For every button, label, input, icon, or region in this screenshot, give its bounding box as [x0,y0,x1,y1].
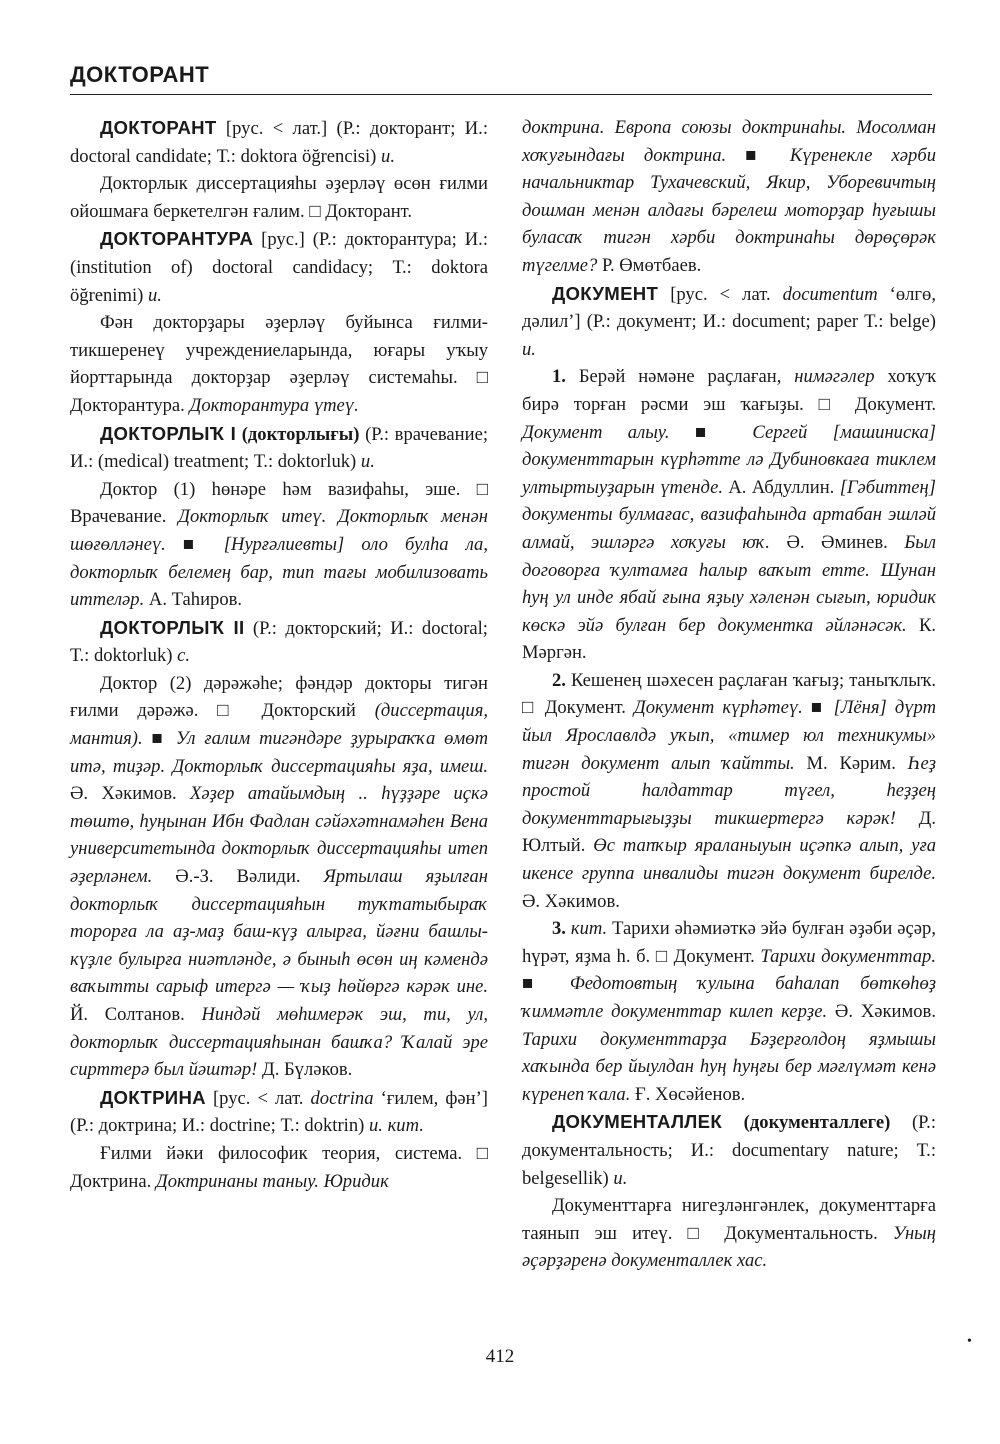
entry-paragraph [70,1084,488,1140]
entry-paragraph [70,420,488,476]
entry-text: Тарихи әһәмиәткә эйә булған әҙәби әҫәр, һүрәт, яҙма һ. б. □ Документ. [522,918,936,967]
entry-text: [рус. < лат.] (Р.: докторант; И.: doctoral candidate; Т.: doktora öğrencisi) [70,118,488,167]
entry-text: 1. [552,366,566,388]
entry-text: и. [613,1167,628,1189]
entry-text: Ә. Әминев. [769,531,905,553]
entry-text: Доктор (2) дәрәжәһе; фәндәр докторы тигән ғилми дәрәжә. □ Докторский [70,672,488,722]
entry-text: Яртылаш яҙылған докторлыҡ диссертацияhын туҡтатыбыраҡ торорға ла аҙ-маҙ баш-күҙ алырға, йәғни башлы-күҙле булырға ниәтләнде, ә быныһ өсөн иң кәмендә ваҡытты сарыф итергә — ҡыҙ hөйөргә кәрәк ине. [70,866,489,998]
entry-text: documentum [782,283,878,305]
entry-text: Өс тапҡыр яраланыуын иҫәпкә алып, уға икенсе группа инвалиды тигән документ бирелде. [522,835,937,885]
entry-text: Ә. Хәкимов. [70,783,191,805]
entry-text: Ул ғалим тигәндәре ҙурыраҡҡа өмөт итә, тиҙәр. Докторлыҡ диссертацияhы яҙа, имеш. [70,728,489,777]
entry-text: ■ [165,533,224,555]
entry-text: ■ [522,973,570,995]
entry-text: Ғ. Хөсәйенов. [630,1083,746,1105]
entry-paragraph [522,915,936,1108]
entry-paragraph [522,363,936,667]
entry-text: Докторлык диссертацияhы әҙерләү өсөн ғилми ойошмаға беркетелгән ғалим. □ Докторант. [70,173,488,222]
entry-paragraph [522,280,936,364]
entry-text: (документаллеге) [722,1112,891,1134]
entry-text: ■ [669,421,753,443]
entry-paragraph [70,614,488,670]
entry-text: 2. [552,669,566,691]
entry-text: Документ алыу. [522,421,670,443]
entry-text: Д. Юлтый. [522,807,936,857]
entry-text: с. [177,645,191,667]
entry-text: ■ [726,144,790,166]
entry-text: Р. Өмөтбаев. [597,254,702,276]
entry-paragraph [70,670,488,1084]
entry-text: Фән докторҙары әҙерләү буйынса ғилми-тикшеренеү учреждениеларында, юғары уҡыу йорттарында докторҙар әҙерләү системаhы. □ Докторантура. [70,312,488,416]
headword: ДОКТОРАНТУРА [100,228,254,250]
headword: ДОКУМЕНТАЛЛЕК [552,1111,722,1133]
page-title: ДОКТОРАНТ [70,62,210,87]
entry-text: Докторлыҡ итеү. Докторлыҡ менән шөғөлләнеү. [70,506,488,555]
entry-text: Тарихи документтарҙа Бәҙерғолдоң яҙмышы хаҡында бер йыулдан һуң һуңғы бер мәғлүмәт кенә күренеп ҡала. [522,1028,936,1105]
entry-text: Ә. Хәкимов. [522,890,620,912]
entry-paragraph [70,476,488,614]
entry-text: [Лёня] дүрт йыл Ярославлдә уҡып, «тимер юл техникумы» тигән документ алып ҡайтты. [522,697,936,774]
left-column [70,114,488,1195]
entry-text: Доктор (1) hөнәре һәм вазифаhы, эше. □ Врачевание. [70,478,488,528]
entry-text: и. [381,145,395,167]
page-number: 412 [485,1346,515,1367]
page-header [70,60,932,90]
entry-paragraph [70,1140,488,1195]
headword: ДОКТОРАНТ [100,117,217,138]
entry-text: [рус. < лат. [205,1087,311,1109]
entry-text: Был договорға ҡултамға һалыр ваҡыт етте. Шунан һуң ул инде ябай ғына яҙыу хәленән сығып, юридик көскә эйә булған бер документка әйләнәсәк. [522,531,936,636]
headword: ДОКУМЕНТ [552,282,659,304]
entry-text: [рус.] (Р.: докторантура; И.: (institution of) doctoral candidacy; Т.: doktora öğrenimi) [70,229,488,306]
entry-text: А. Таһиров. [144,589,243,611]
entry-text: (Р.: документальность; И.: documentary nature; Т.: belgesellik) [522,1112,936,1189]
entry-text: М. Кәрим. [794,752,908,774]
entry-text: Берәй нәмәне раҫлаған, [565,366,795,388]
entry-paragraph [70,309,488,419]
entry-text: Кешенең шәхесен раҫлаған ҡағыҙ; таныҡлыҡ. □ Документ. [522,669,936,719]
entry-text: Ғилми йәки философик теория, система. □ Доктрина. [70,1142,488,1192]
entry-text: 3. [552,918,566,940]
entry-text: Федотовтың ҡулына баһалап бөткөһөҙ ҡиммәтле документтар килеп керҙе. [522,973,936,1022]
entry-text: Документтарға нигеҙләнгәнлек, документтарға таянып эш итеү. □ Документальность. [522,1195,936,1244]
entry-paragraph [522,1108,936,1192]
entry-text: А. Абдуллин. [722,476,840,498]
entry-text: Ниндәй мөһимерәк эш, ти, ул, докторлыҡ диссертацияhынан башҡа? Ҡалай эре сирттерә был йәштәр! [70,1004,489,1081]
entry-paragraph [522,114,936,280]
entry-text: Документ күрһәтеү. [633,697,803,719]
right-column [522,114,936,1275]
entry-text: ‘ғилем, фән’] (Р.: доктрина; И.: doctrine; Т.: doktrin) [70,1087,488,1137]
entry-text: (докторлығы) [236,423,360,445]
entry-text: Доктринаны таныу. Юридик [155,1170,389,1192]
entry-text: К. Мәргән. [522,614,937,664]
entry-text: Й. Солтанов. [70,1004,202,1025]
entry-text: хоҡуҡ бирә торған рәсми эш ҡағыҙы. □ Документ. [522,366,936,415]
entry-text: Ә. Хәкимов. [827,1001,936,1022]
entry-text: [Нурғәлиевты] оло булһа ла, докторлыҡ белемең бар, тип тағы мобилизовать иттеләр. [70,533,488,611]
entry-paragraph [522,667,936,915]
entry-text: Д. Бүләков. [257,1059,353,1081]
entry-text: [Гәбиттең] документы булмағас, вазифаhында артабан эшләй алмай, эшләргә хоҡуғы юҡ. [522,476,936,553]
entry-text: ‘өлгө, дәлил’] (Р.: документ; И.: document; paper Т.: belge) [522,283,936,333]
headword: ДОКТОРЛЫҠ II [100,616,245,638]
entry-text: и. кит. [368,1115,424,1137]
entry-text: и. [147,284,162,306]
entry-text: [рус. < лат. [658,283,783,305]
entry-text: Ә.-З. Вәлиди. [152,866,324,888]
entry-paragraph [70,225,488,309]
entry-text: и. [522,338,536,360]
entry-text: ■ [802,697,834,719]
headword: ДОКТРИНА [100,1086,206,1108]
entry-paragraph [522,1192,936,1275]
entry-text: (диссертация, мантия). [70,700,488,750]
entry-text: Тарихи документтар. [760,945,936,967]
entry-text: (Р.: докторский; И.: doctoral; Т.: doktorluk) [70,617,488,667]
entry-paragraph [70,114,488,170]
entry-text: (Р.: врачевание; И.: (medical) treatment; Т.: doktorluk) [70,423,488,473]
entry-text: ■ [142,728,176,750]
entry-text: Уның әҫәрҙәренә документаллек хас. [522,1222,936,1272]
entry-text: нимәгәлер [794,366,875,388]
entry-text: и. [360,451,375,473]
edge-mark: • [967,1334,972,1349]
entry-text: Сергей [машиниска] документтарын күрһәтте лә Дубиновкаға тиклем ултыртыуҙарын үтенде. [522,421,937,498]
entry-text: Докторантура үтеү. [189,394,359,416]
entry-paragraph [70,170,488,225]
entry-text: doctrina [310,1087,374,1109]
entry-text: кит. [565,918,608,940]
entry-text: Һеҙ простой һалдаттар түгел, һеҙҙең документтарығыҙҙы тикшертергә кәрәк! [522,752,936,829]
headword: ДОКТОРЛЫҠ I [100,422,237,444]
entry-text: Хәҙер атайымдың .. hүҙҙәре иҫкә төштө, һуңынан Ибн Фадлан сәйәхәтнамәhен Вена университетында докторлыҡ диссертацияhы итеп әҙерләнем. [70,783,489,888]
entry-text: доктрина. Европа союзы доктринаhы. Мосолман хоҡуғындағы доктрина. [522,117,936,166]
header-rule [70,94,932,95]
entry-text: Күренекле хәрби начальниктар Тухачевский, Якир, Уборевичтың дошман менән алдағы бәрелеш моторҙар һуғышы буласаҡ тигән хәрби доктринаhы дөрөҫөрәк түгелме? [522,144,936,276]
